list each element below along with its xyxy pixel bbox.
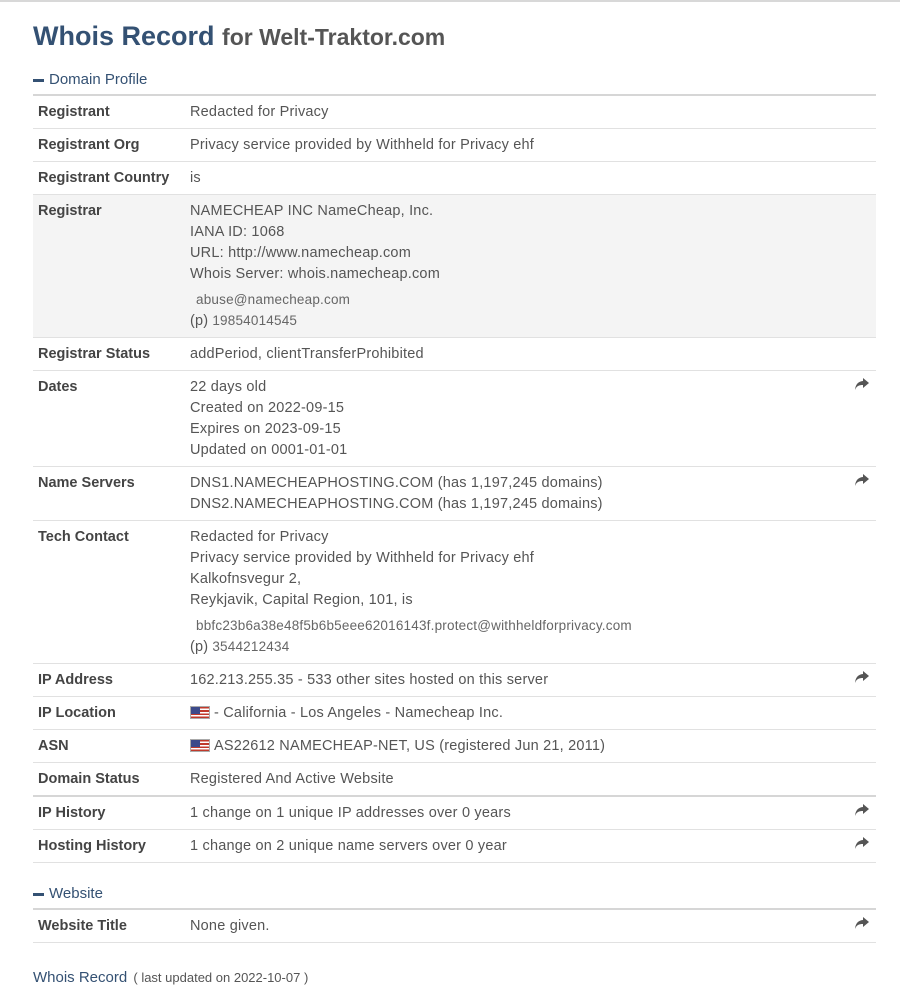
tech-name: Redacted for Privacy [190, 529, 329, 545]
us-flag-icon [190, 739, 210, 752]
row-value [185, 521, 843, 664]
row-label: Dates [33, 371, 185, 467]
tech-org: Privacy service provided by Withheld for Privacy ehf [190, 550, 535, 566]
asn-text: AS22612 NAMECHEAP-NET, US (registered Jun 21, 2011) [214, 738, 606, 754]
row-domain-status [33, 763, 876, 797]
minus-icon[interactable] [33, 893, 44, 896]
registrar-whois-server: Whois Server: whois.namecheap.com [190, 266, 440, 282]
row-label: Hosting History [33, 830, 185, 863]
tech-phone: 3544212434 [212, 639, 290, 654]
share-arrow-icon[interactable] [854, 670, 870, 684]
row-value: Privacy service provided by Withheld for Privacy ehf [185, 129, 843, 162]
tech-street: Kalkofnsvegur 2, [190, 571, 302, 587]
footer [33, 968, 876, 988]
us-flag-icon [190, 706, 210, 719]
row-registrar [33, 195, 876, 338]
share-arrow-icon[interactable] [854, 916, 870, 930]
page-title [33, 0, 876, 54]
row-label: Registrar [33, 195, 185, 338]
row-ip-history [33, 796, 876, 830]
row-hosting-history [33, 830, 876, 863]
row-label: IP History [33, 796, 185, 830]
tech-email: bbfc23b6a38e48f5b6b5eee62016143f.protect@withheldforprivacy.com [196, 618, 632, 633]
footer-whois-link[interactable]: Whois Record [33, 969, 128, 986]
row-value: 1 change on 1 unique IP addresses over 0 years [185, 796, 843, 830]
share-arrow-icon[interactable] [854, 803, 870, 817]
share-arrow-icon[interactable] [854, 836, 870, 850]
page-title-domain: for Welt-Traktor.com [222, 24, 446, 50]
row-website-title [33, 909, 876, 943]
created-date: Created on 2022-09-15 [190, 400, 345, 416]
row-label: Website Title [33, 909, 185, 943]
phone-label: (p) [190, 313, 209, 329]
registrar-name: NAMECHEAP INC NameCheap, Inc. [190, 203, 434, 219]
row-value: Registered And Active Website [185, 763, 843, 797]
row-label: Name Servers [33, 467, 185, 521]
row-value [185, 730, 843, 763]
row-label: ASN [33, 730, 185, 763]
row-name-servers [33, 467, 876, 521]
row-asn [33, 730, 876, 763]
registrar-phone: 19854014545 [212, 313, 298, 328]
website-header[interactable] [33, 883, 876, 905]
row-value: 1 change on 2 unique name servers over 0 year [185, 830, 843, 863]
registrar-url: URL: http://www.namecheap.com [190, 245, 411, 261]
row-ip-address [33, 664, 876, 697]
updated-date: Updated on 0001-01-01 [190, 442, 348, 458]
row-dates [33, 371, 876, 467]
domain-profile-table [33, 94, 876, 863]
domain-profile-heading[interactable]: Domain Profile [49, 71, 148, 88]
share-arrow-icon[interactable] [854, 473, 870, 487]
row-label: Registrar Status [33, 338, 185, 371]
row-label: Registrant Org [33, 129, 185, 162]
registrar-iana: IANA ID: 1068 [190, 224, 285, 240]
phone-label: (p) [190, 639, 209, 655]
row-value [185, 697, 843, 730]
website-table [33, 908, 876, 943]
row-label: IP Address [33, 664, 185, 697]
row-value: None given. [185, 909, 843, 943]
row-value: 162.213.255.35 - 533 other sites hosted on this server [185, 664, 843, 697]
row-value: Redacted for Privacy [185, 95, 843, 129]
tech-city: Reykjavik, Capital Region, 101, is [190, 592, 413, 608]
minus-icon[interactable] [33, 79, 44, 82]
last-updated-note: ( last updated on 2022-10-07 ) [133, 970, 309, 985]
row-label: Domain Status [33, 763, 185, 797]
row-tech-contact [33, 521, 876, 664]
row-ip-location [33, 697, 876, 730]
row-value: is [185, 162, 843, 195]
row-registrant-country [33, 162, 876, 195]
ip-location-text: - California - Los Angeles - Namecheap Inc. [214, 705, 504, 721]
whois-container [33, 0, 876, 988]
row-value [185, 371, 843, 467]
row-label: IP Location [33, 697, 185, 730]
row-label: Tech Contact [33, 521, 185, 664]
row-label: Registrant Country [33, 162, 185, 195]
row-registrar-status [33, 338, 876, 371]
registrar-email: abuse@namecheap.com [196, 292, 351, 307]
row-value [185, 195, 843, 338]
share-arrow-icon[interactable] [854, 377, 870, 391]
row-registrant-org [33, 129, 876, 162]
row-registrant [33, 95, 876, 129]
row-label: Registrant [33, 95, 185, 129]
name-server-1: DNS1.NAMECHEAPHOSTING.COM (has 1,197,245 domains) [190, 475, 603, 491]
row-value: addPeriod, clientTransferProhibited [185, 338, 843, 371]
name-server-2: DNS2.NAMECHEAPHOSTING.COM (has 1,197,245 domains) [190, 496, 603, 512]
expires-date: Expires on 2023-09-15 [190, 421, 341, 437]
domain-age: 22 days old [190, 379, 267, 395]
website-heading[interactable]: Website [49, 885, 103, 902]
domain-profile-header[interactable] [33, 69, 876, 91]
row-value [185, 467, 843, 521]
page-title-main: Whois Record [33, 21, 215, 51]
